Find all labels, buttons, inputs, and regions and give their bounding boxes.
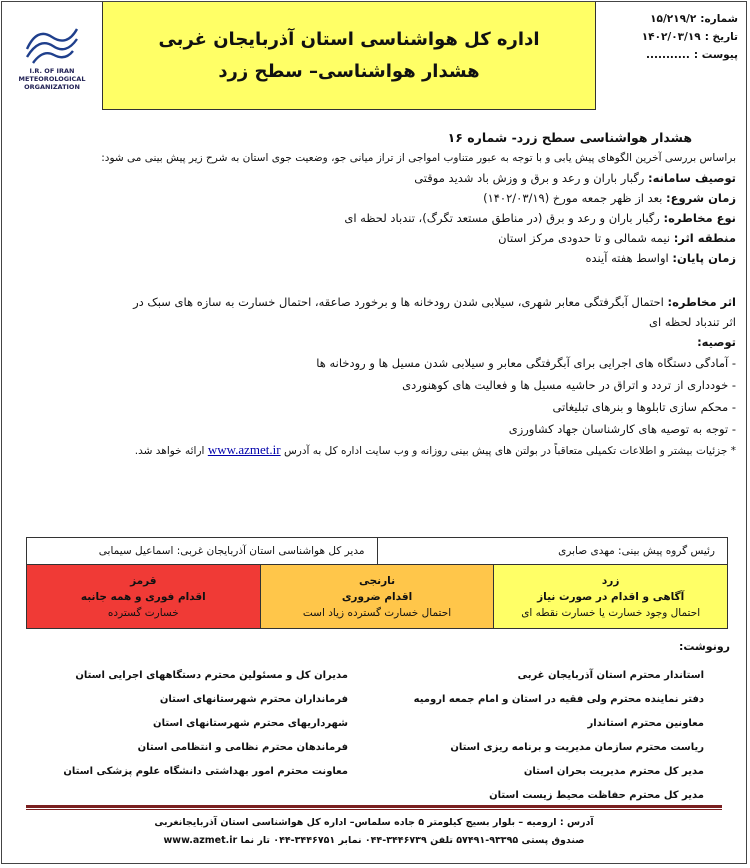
level-red-desc: خسارت گسترده xyxy=(107,606,179,619)
level-orange xyxy=(261,565,495,628)
number-value: ۱۵/۲۱۹/۲ xyxy=(650,13,697,25)
footer xyxy=(2,814,746,850)
level-red-action: اقدام فوری و همه جانبه xyxy=(80,590,206,603)
website-link[interactable]: www.azmet.ir xyxy=(207,442,281,457)
level-red xyxy=(27,565,261,628)
impact-value-1: احتمال آبگرفتگی معابر شهری، سیلابی شدن رودخانه ها و برخورد صاعقه، احتمال خسارت به سازه های سبک در xyxy=(133,295,664,309)
note-text: * جزئیات بیشتر و اطلاعات تکمیلی متعاقباً در بولتن های پیش بینی روزانه و وب سایت اداره کل به آدرس xyxy=(283,445,736,457)
zone-label: منطقه اثر: xyxy=(673,231,736,245)
copy-recipient: فرمانداران محترم شهرستانهای استان xyxy=(159,694,348,705)
attachment-value: ........... xyxy=(646,49,690,61)
copy-recipient: استاندار محترم استان آذربایجان غربی xyxy=(517,670,704,681)
footer-contact: صندوق پستی ۹۳۳۹۵-۵۷۴۹۱ تلفن ۳۴۴۶۷۳۹-۰۴۴ نمابر ۳۴۴۶۷۵۱-۰۴۴ تار نما www.azmet.ir xyxy=(163,835,585,846)
system-value: رگبار باران و رعد و برق و وزش باد شدید موقتی xyxy=(414,171,645,185)
letterhead xyxy=(2,2,746,110)
impact-value-2: اثر تندباد لحظه ای xyxy=(649,315,736,329)
advice-item: - آمادگی دستگاه های اجرایی برای آبگرفتگی معابر و سیلابی شدن مسیل ها و رودخانه ها xyxy=(316,356,736,370)
copy-recipient: معاونت محترم امور بهداشتی دانشگاه علوم پزشکی استان xyxy=(63,766,348,777)
director-signature: مدیر کل هواشناسی استان آذربایجان غربی: اسماعیل سیمابی xyxy=(27,538,378,564)
advice-item: - خودداری از تردد و اتراق در حاشیه مسیل ها و فعالیت های کوهنوردی xyxy=(402,378,736,392)
end-label: زمان پایان: xyxy=(672,251,736,265)
letter-meta xyxy=(596,2,746,110)
start-label: زمان شروع: xyxy=(666,191,736,205)
copy-recipient: مدیران کل و مسئولین محترم دستگاههای اجرایی استان xyxy=(75,670,348,681)
copy-recipient: مدیر کل محترم حفاظت محیط زیست استان xyxy=(489,790,704,801)
footer-address: آدرس : ارومیه – بلوار بسیج کیلومتر ۵ جاده سلماس– اداره کل هواشناسی استان آذربایجانغربی xyxy=(154,817,594,828)
level-yellow-name: زرد xyxy=(601,574,620,587)
level-red-name: قرمز xyxy=(130,574,157,587)
signatures-row xyxy=(27,538,727,565)
warning-body xyxy=(12,128,736,461)
forecast-head-signature: رئیس گروه پیش بینی: مهدی صابری xyxy=(558,545,715,557)
more-info-note xyxy=(12,440,736,461)
copy-recipient: مدیر کل محترم مدیریت بحران استان xyxy=(523,766,704,777)
hazard-label: نوع مخاطره: xyxy=(663,211,736,225)
logo-text-line-3: ORGANIZATION xyxy=(24,83,80,91)
start-value: بعد از ظهر جمعه مورخ (۱۴۰۲/۰۳/۱۹) xyxy=(483,191,663,205)
page-title: اداره کل هواشناسی استان آذربایجان غربی xyxy=(158,28,540,50)
warning-intro: براساس بررسی آخرین الگوهای پیش یابی و با توجه به عبور متناوب امواجی از تراز میانی جو، وضعیت جوی استان به شرح زیر پیش بینی می شود: xyxy=(101,152,736,164)
zone-value: نیمه شمالی و تا حدودی مرکز استان xyxy=(498,231,671,245)
level-yellow-action: آگاهی و اقدام در صورت نیاز xyxy=(537,590,685,603)
footer-divider-thin xyxy=(26,809,722,810)
logo-text-line-2: METEOROLOGICAL xyxy=(18,75,86,83)
attachment-label: پیوست : xyxy=(693,49,738,61)
logo-text-line-1: I.R. OF IRAN xyxy=(29,67,75,75)
note-text-end: ارائه خواهد شد. xyxy=(134,445,205,457)
copies-left-list xyxy=(63,664,348,784)
copy-recipient: دفتر نماینده محترم ولی فقیه در استان و امام جمعه ارومیه xyxy=(413,694,704,705)
copies-title: رونوشت: xyxy=(678,640,730,653)
system-label: توصیف سامانه: xyxy=(648,171,736,185)
organization-logo xyxy=(2,2,102,108)
warning-title: هشدار هواشناسی سطح زرد- شماره ۱۶ xyxy=(447,130,692,145)
level-orange-desc: احتمال خسارت گسترده زیاد است xyxy=(302,606,452,619)
hazard-value: رگبار باران و رعد و برق (در مناطق مستعد تگرگ)، تندباد لحظه ای xyxy=(344,211,660,225)
advice-item: - توجه به توصیه های کارشناسان جهاد کشاورزی xyxy=(508,422,736,436)
end-value: اواسط هفته آینده xyxy=(585,251,669,265)
level-orange-action: اقدام ضروری xyxy=(341,590,413,603)
levels-row xyxy=(27,565,727,628)
title-banner xyxy=(102,2,596,110)
advice-item: - محکم سازی تابلوها و بنرهای تبلیغاتی xyxy=(552,400,736,414)
copy-recipient: معاونین محترم استاندار xyxy=(587,718,704,729)
level-yellow xyxy=(494,565,727,628)
advice-label: توصیه: xyxy=(697,335,736,349)
copy-recipient: ریاست محترم سازمان مدیریت و برنامه ریزی استان xyxy=(450,742,704,753)
page-subtitle: هشدار هواشناسی– سطح زرد xyxy=(218,60,480,82)
level-yellow-desc: احتمال وجود خسارت یا خسارت نقطه ای xyxy=(521,606,701,619)
warning-document xyxy=(1,1,747,864)
copy-recipient: شهرداریهای محترم شهرستانهای استان xyxy=(153,718,348,729)
warning-levels-table xyxy=(26,537,728,629)
level-orange-name: نارنجی xyxy=(358,574,396,587)
date-value: ۱۴۰۲/۰۳/۱۹ xyxy=(641,31,701,43)
meteorological-organization-logo-icon xyxy=(19,19,85,67)
date-label: تاریخ : xyxy=(704,31,738,43)
copies-right-list xyxy=(414,664,704,808)
footer-divider xyxy=(26,805,722,808)
number-label: شماره: xyxy=(700,13,738,25)
impact-label: اثر مخاطره: xyxy=(667,295,736,309)
copy-recipient: فرماندهان محترم نظامی و انتظامی استان xyxy=(137,742,348,753)
